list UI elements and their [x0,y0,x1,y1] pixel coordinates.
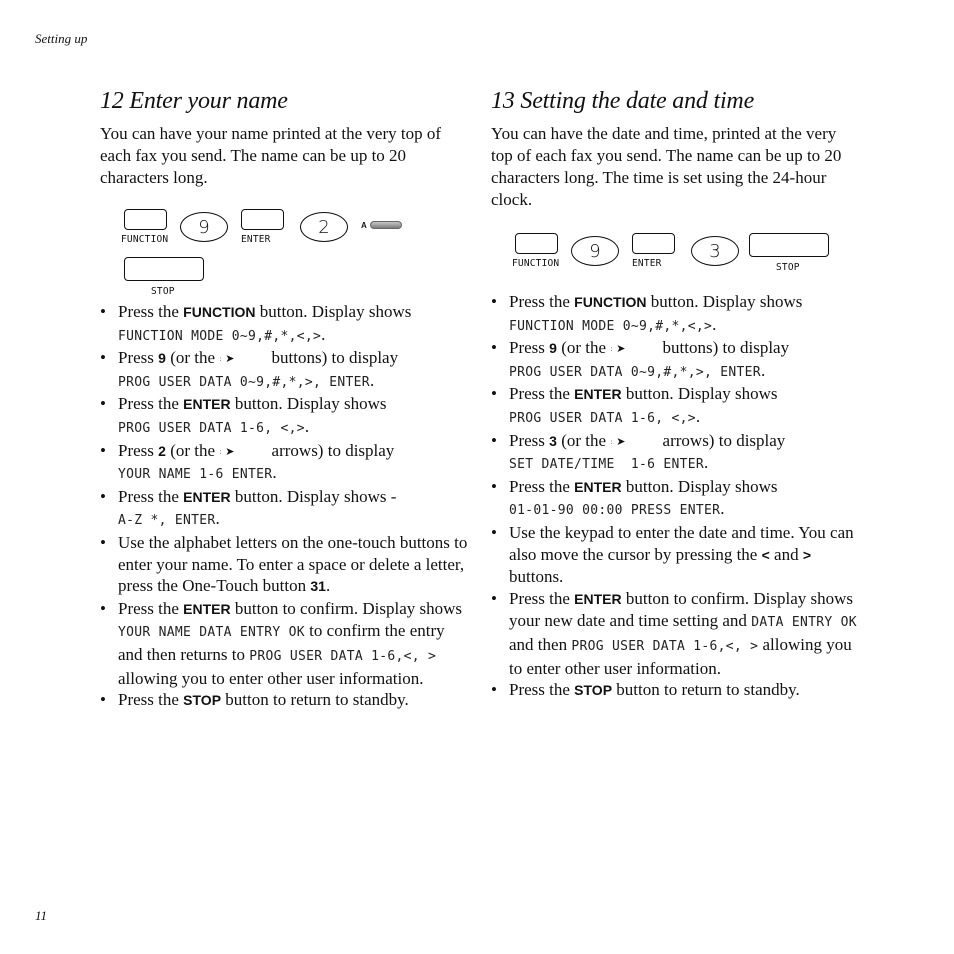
enter-key-label: ENTER [632,258,662,269]
list-item: • Press the FUNCTION button. Display shows FUNCTION MODE 0~9,#,*,<,>. [491,291,861,337]
arrow-keys-icon: : ➤ [610,436,658,446]
nine-key-icon: 9 [571,236,619,266]
two-key-icon: 2 [300,212,348,242]
stop-key-label: STOP [151,286,175,297]
list-item: • Press 9 (or the : ➤ buttons) to display PROG USER DATA 0~9,#,*,>, ENTER. [100,347,470,393]
list-item: • Press the ENTER button to confirm. Display shows your new date and time setting and DATA ENTRY OK and then PROG USER DATA 1-6,<, > allowing you to enter other user information. [491,588,861,679]
list-item: • Press the FUNCTION button. Display shows FUNCTION MODE 0~9,#,*,<,>. [100,301,470,347]
list-item: • Press 9 (or the : ➤ buttons) to display PROG USER DATA 0~9,#,*,>, ENTER. [491,337,861,383]
enter-key-label: ENTER [241,234,271,245]
stop-key-icon [124,257,204,281]
enter-key-icon [632,233,675,254]
section-intro: You can have the date and time, printed at the very top of each fax you send. The name can be up to 20 characters long. The time is set using the 24-hour clock. [491,124,842,209]
arrow-keys-icon: : ➤ [610,343,658,353]
key-sequence-diagram [100,199,470,297]
instruction-list [100,301,470,712]
list-item: • Press the ENTER button. Display shows PROG USER DATA 1-6, <,>. [491,383,861,429]
stop-key-icon [749,233,829,257]
list-item: • Press 3 (or the : ➤ arrows) to display SET DATE/TIME 1-6 ENTER. [491,430,861,476]
section-enter-name [100,86,470,712]
list-item: • Press the ENTER button to confirm. Display shows YOUR NAME DATA ENTRY OK to confirm the entry and then returns to PROG USER DATA 1-6,<, > allowing you to enter other user information. [100,598,470,689]
three-key-icon: 3 [691,236,739,266]
stop-key-label: STOP [776,262,800,273]
list-item: • Press the ENTER button. Display shows PROG USER DATA 1-6, <,>. [100,393,470,439]
nine-key-icon: 9 [180,212,228,242]
list-item: • Press the ENTER button. Display shows 01-01-90 00:00 PRESS ENTER. [491,476,861,522]
function-key-icon [515,233,558,254]
instruction-list [491,291,861,702]
arrow-keys-icon: : ➤ [219,353,267,363]
a-key-letter: A [361,221,367,230]
section-title: 12 Enter your name [100,88,288,114]
list-item: • Use the alphabet letters on the one-touch buttons to enter your name. To enter a space or delete a letter, press the One-Touch button 31. [100,532,470,598]
list-item: • Press the STOP button to return to standby. [491,679,861,702]
section-date-time [491,86,861,702]
function-key-label: FUNCTION [121,234,169,245]
arrow-keys-icon: : ➤ [219,446,267,456]
enter-key-icon [241,209,284,230]
list-item: • Press the ENTER button. Display shows - A-Z *, ENTER. [100,486,470,532]
page-number: 11 [35,908,48,923]
key-sequence-diagram [491,221,861,291]
running-header: Setting up [35,31,88,46]
list-item: • Use the keypad to enter the date and time. You can also move the cursor by pressing the < and > buttons. [491,522,861,588]
function-key-label: FUNCTION [512,258,560,269]
section-intro: You can have your name printed at the very top of each fax you send. The name can be up to 20 characters long. [100,124,442,187]
one-touch-key-icon [370,221,402,229]
function-key-icon [124,209,167,230]
section-title: 13 Setting the date and time [491,88,755,114]
list-item: • Press the STOP button to return to standby. [100,689,470,712]
list-item: • Press 2 (or the : ➤ arrows) to display YOUR NAME 1-6 ENTER. [100,440,470,486]
